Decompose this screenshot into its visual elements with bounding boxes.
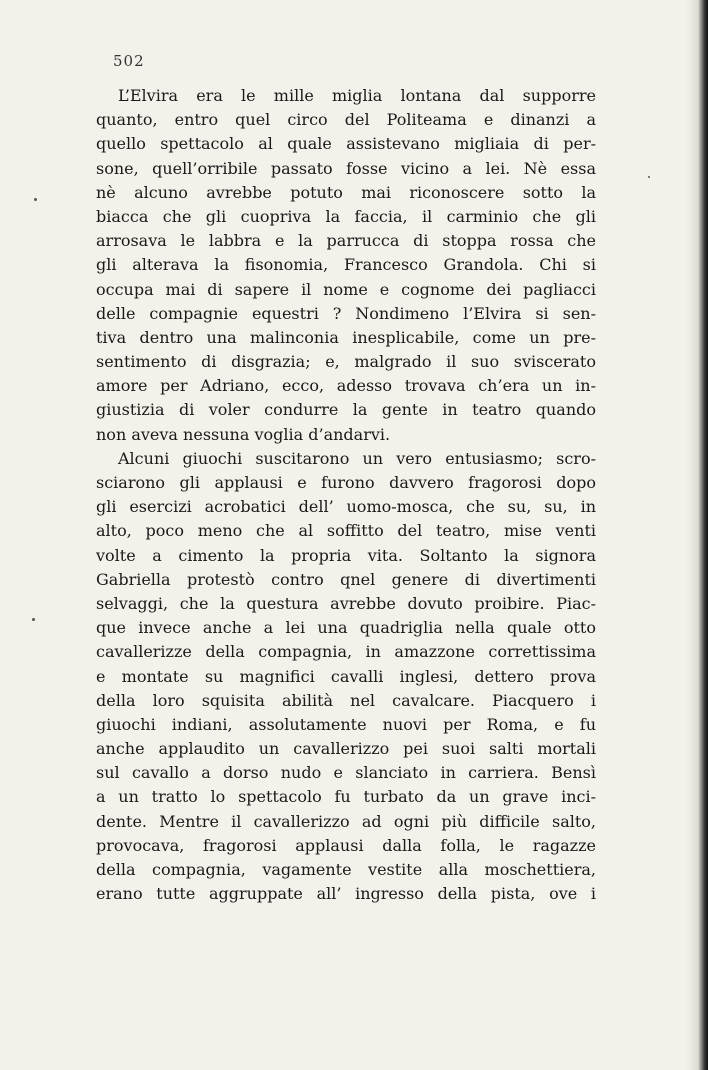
- text-line: occupa mai di sapere il nome e cognome dei pagliacci: [96, 279, 596, 299]
- text-line: Alcuni giuochi suscitarono un vero entusiasmo; scro-: [118, 448, 596, 468]
- text-line: gli esercizi acrobatici dell’ uomo-mosca, che su, su, in: [96, 497, 596, 517]
- text-line: selvaggi, che la questura avrebbe dovuto proibire. Piac-: [96, 593, 596, 613]
- body-text: [96, 84, 596, 906]
- margin-speck: [648, 176, 650, 178]
- text-line: L’Elvira era le mille miglia lontana dal supporre: [118, 86, 596, 105]
- margin-speck: [32, 618, 35, 621]
- text-line: alto, poco meno che al soffitto del teatro, mise venti: [96, 521, 596, 541]
- text-line: que invece anche a lei una quadriglia nella quale otto: [96, 618, 596, 638]
- text-line: sentimento di disgrazia; e, malgrado il suo sviscerato: [96, 352, 596, 372]
- text-line: cavallerizze della compagnia, in amazzone correttissima: [96, 642, 596, 662]
- text-line: e montate su magnifici cavalli inglesi, dettero prova: [96, 666, 596, 686]
- text-line: giuochi indiani, assolutamente nuovi per Roma, e fu: [96, 714, 596, 734]
- text-line: a un tratto lo spettacolo fu turbato da un grave inci-: [96, 787, 596, 807]
- text-line: provocava, fragorosi applausi dalla folla, le ragazze: [96, 835, 596, 855]
- text-line: amore per Adriano, ecco, adesso trovava ch’era un in-: [96, 376, 596, 396]
- text-line: erano tutte aggruppate all’ ingresso della pista, ove i: [96, 884, 596, 904]
- text-line: giustizia di voler condurre la gente in teatro quando: [96, 400, 596, 420]
- text-line: sul cavallo a dorso nudo e slanciato in carriera. Bensì: [96, 763, 596, 783]
- text-line: nè alcuno avrebbe potuto mai riconoscere sotto la: [96, 182, 596, 202]
- text-line: quello spettacolo al quale assistevano migliaia di per-: [96, 134, 596, 154]
- text-line: delle compagnie equestri ? Nondimeno l’Elvira si sen-: [96, 303, 596, 323]
- text-line: della loro squisita abilità nel cavalcare. Piacquero i: [96, 690, 596, 710]
- text-line: tiva dentro una malinconia inesplicabile, come un pre-: [96, 327, 596, 347]
- text-line: non aveva nessuna voglia d’andarvi.: [96, 424, 391, 444]
- text-line: della compagnia, vagamente vestite alla moschettiera,: [96, 860, 596, 879]
- text-line: arrosava le labbra e la parrucca di stoppa rossa che: [96, 231, 596, 251]
- text-line: anche applaudito un cavallerizzo pei suoi salti mortali: [96, 739, 596, 759]
- text-line: biacca che gli cuopriva la faccia, il carminio che gli: [96, 206, 596, 226]
- text-line: quanto, entro quel circo del Politeama e dinanzi a: [96, 110, 596, 130]
- text-line: Gabriella protestò contro qnel genere di divertimenti: [96, 569, 596, 589]
- text-line: volte a cimento la propria vita. Soltanto la signora: [96, 545, 596, 565]
- binding-shadow: [686, 0, 708, 1070]
- text-line: dente. Mentre il cavallerizzo ad ogni più difficile salto,: [96, 811, 596, 831]
- text-line: sciarono gli applausi e furono davvero fragorosi dopo: [96, 473, 596, 492]
- text-line: gli alterava la fisonomia, Francesco Grandola. Chi si: [96, 255, 596, 275]
- margin-speck: [34, 198, 37, 201]
- text-line: sone, quell’orribile passato fosse vicino a lei. Nè essa: [96, 158, 596, 178]
- page-number: 502: [113, 52, 145, 70]
